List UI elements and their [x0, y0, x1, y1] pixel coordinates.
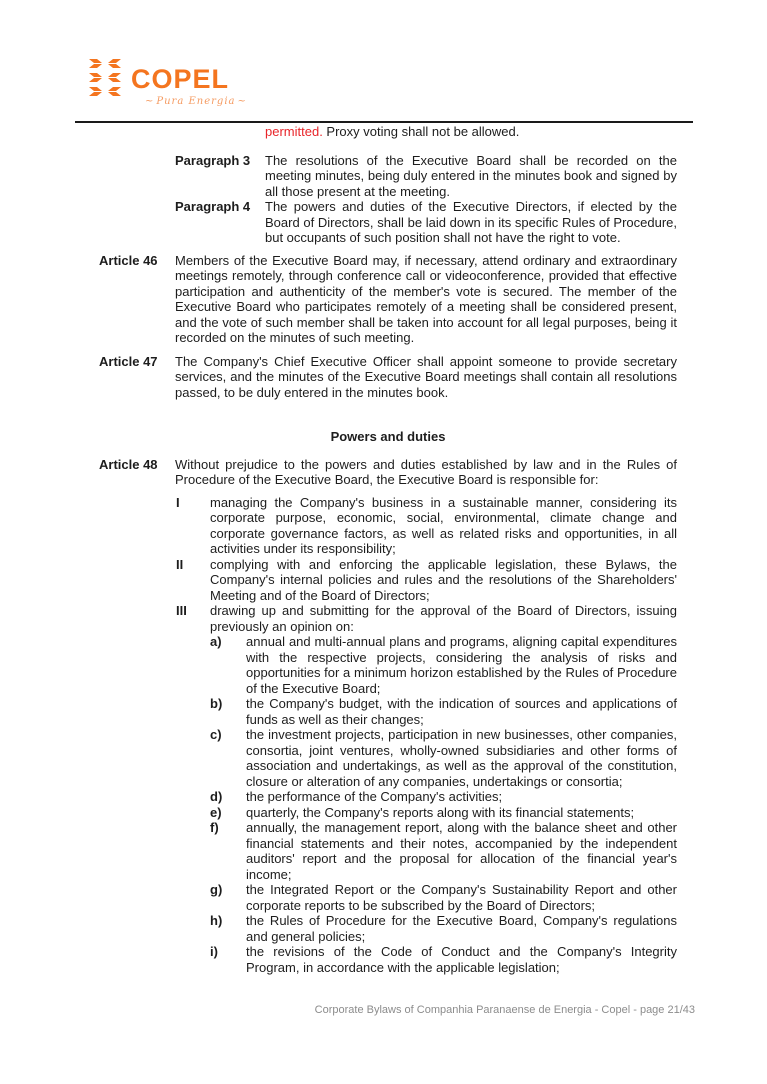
- brand-tagline: ~ Pura Energia ~: [145, 96, 247, 108]
- brand-name: COPEL: [131, 64, 230, 94]
- article-label: Article 48: [99, 456, 158, 472]
- list-item-g: [210, 882, 677, 913]
- list-item-text: the Company's budget, with the indication of sources and applications of funds as well as their changes;: [246, 696, 677, 727]
- list-item-text: complying with and enforcing the applicable legislation, these Bylaws, the Company's internal policies and rules and the resolutions of the Shareholders' Meeting and of the Board of Directors;: [210, 556, 677, 603]
- list-item-h: [210, 913, 677, 944]
- list-marker: d): [210, 789, 223, 804]
- paragraph-label: Paragraph 3: [175, 152, 251, 168]
- list-marker: f): [210, 820, 219, 835]
- article-text: Without prejudice to the powers and duties established by law and in the Rules of Procedure of the Executive Board, the Executive Board is responsible for:: [175, 456, 677, 487]
- list-item-roman-2: [176, 557, 677, 604]
- list-item-roman-3: [176, 603, 677, 634]
- copel-logo: [88, 58, 247, 108]
- list-marker: I: [176, 494, 180, 510]
- article-48: [99, 457, 677, 488]
- list-marker: III: [176, 603, 187, 618]
- list-item-text: annually, the management report, along with the balance sheet and other financial statements and their notes, accompanied by the independent auditors' report and the proposal for allocation of the financial year's income;: [246, 820, 677, 882]
- list-item-i: [210, 944, 677, 975]
- list-marker: c): [210, 727, 222, 742]
- continuation-text: Proxy voting shall not be allowed.: [322, 124, 520, 139]
- header-rule: [75, 121, 693, 123]
- article-47: [99, 354, 677, 401]
- paragraph-3: [175, 153, 677, 200]
- list-marker: II: [176, 556, 184, 572]
- list-marker: a): [210, 634, 222, 649]
- list-item-text: quarterly, the Company's reports along with its financial statements;: [246, 804, 635, 820]
- paragraph-4: [175, 199, 677, 246]
- paragraph-text: The powers and duties of the Executive Directors, if elected by the Board of Directors, shall be laid down in its specific Rules of Procedure, but occupants of such position shall not have the right to vote.: [265, 199, 677, 245]
- copel-bolts-icon: [88, 58, 122, 104]
- article-46: [99, 253, 677, 346]
- article-label: Article 47: [99, 353, 158, 369]
- list-item-c: [210, 727, 677, 789]
- document-body: [99, 124, 677, 975]
- list-item-a: [210, 634, 677, 696]
- list-item-text: the Rules of Procedure for the Executive Board, Company's regulations and general policies;: [246, 913, 677, 944]
- paragraph-label: Paragraph 4: [175, 199, 251, 214]
- list-item-d: [210, 789, 677, 805]
- continuation-line: [265, 124, 677, 140]
- list-item-text: the investment projects, participation in new businesses, other companies, consortia, joint ventures, wholly-owned subsidiaries and other forms of association and undertakings, as well as the approval of the constitution, closure or alteration of any companies, undertakings or consortia;: [246, 727, 677, 789]
- list-item-text: the Integrated Report or the Company's Sustainability Report and other corporate reports to be subscribed by the Board of Directors;: [246, 882, 677, 913]
- tracked-change-text: permitted.: [265, 124, 323, 139]
- page-footer: Corporate Bylaws of Companhia Paranaense de Energia - Copel - page 21/43: [314, 1004, 695, 1016]
- list-item-text: drawing up and submitting for the approval of the Board of Directors, issuing previously an opinion on:: [210, 603, 677, 634]
- paragraph-text: The resolutions of the Executive Board shall be recorded on the meeting minutes, being duly entered in the minutes book and signed by all those present at the meeting.: [265, 152, 677, 199]
- list-marker: i): [210, 944, 218, 959]
- list-item-text: the performance of the Company's activities;: [246, 789, 503, 804]
- list-item-e: [210, 805, 677, 821]
- list-item-text: the revisions of the Code of Conduct and the Company's Integrity Program, in accordance with the applicable legislation;: [246, 944, 677, 975]
- section-heading: Powers and duties: [330, 429, 446, 444]
- list-item-b: [210, 696, 677, 727]
- list-marker: b): [210, 696, 223, 711]
- list-item-text: managing the Company's business in a sustainable manner, considering its corporate purpose, economic, social, environmental, climate change and corporate governance factors, as well as related risks and opportunities, in all activities under its responsibility;: [210, 494, 677, 556]
- article-text: Members of the Executive Board may, if necessary, attend ordinary and extraordinary meetings remotely, through conference call or videoconference, provided that effective participation and authenticity of the member's vote is secured. The member of the Executive Board who participates remotely of a meeting shall be considered present, and the vote of such member shall be taken into account for all legal purposes, being it recorded on the minutes of such meeting.: [175, 252, 677, 345]
- article-text: The Company's Chief Executive Officer shall appoint someone to provide secretary services, and the minutes of the Executive Board meetings shall contain all resolutions passed, to be duly entered in the minutes book.: [175, 353, 677, 400]
- list-item-roman-1: [176, 495, 677, 557]
- list-item-text: annual and multi-annual plans and programs, aligning capital expenditures with the respective projects, considering the analysis of risks and opportunities for a minimum horizon established by the Rules of Procedure of the Executive Board;: [246, 634, 677, 696]
- list-item-f: [210, 820, 677, 882]
- list-marker: g): [210, 882, 223, 897]
- list-marker: e): [210, 804, 222, 820]
- article-label: Article 46: [99, 252, 158, 268]
- list-marker: h): [210, 913, 223, 928]
